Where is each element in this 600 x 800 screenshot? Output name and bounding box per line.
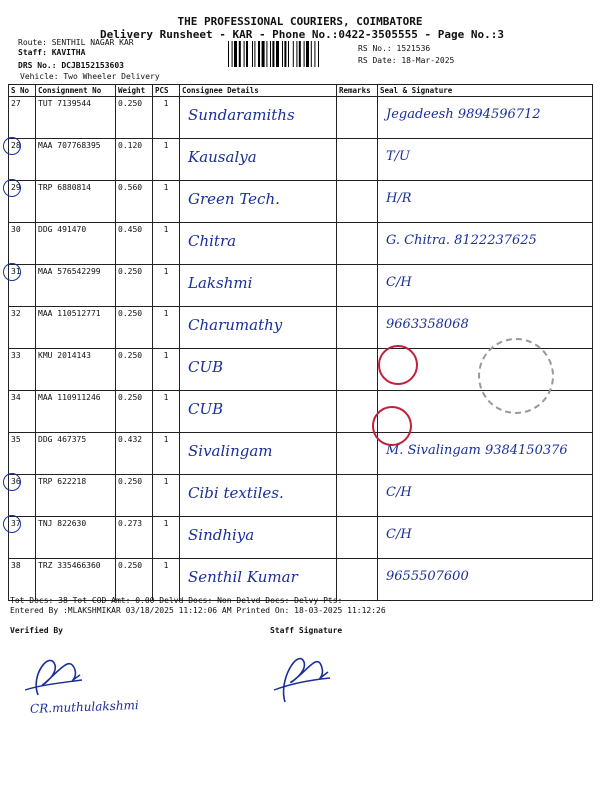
vehicle: Vehicle: Two Wheeler Delivery	[20, 72, 160, 81]
cell-seal	[378, 223, 593, 265]
serial-number: 27	[11, 99, 21, 108]
serial-number: 31	[11, 267, 21, 276]
cell-pcs: 1	[153, 181, 180, 223]
totals-line: Tot Docs: 38 Tot COD Amt: 0.00 Delvd Docs: Non Delvd Docs: Delvy Pts:	[10, 596, 343, 605]
cell-seal	[378, 475, 593, 517]
cell-consignment: DDG 491470	[36, 223, 116, 265]
cell-sno	[9, 265, 36, 307]
cell-consignee	[180, 139, 337, 181]
seal-signature: Jegadeesh 9894596712	[386, 107, 541, 122]
seal-signature: C/H	[386, 275, 412, 290]
cell-remarks	[337, 559, 378, 601]
cell-pcs: 1	[153, 223, 180, 265]
cell-consignment: DDG 467375	[36, 433, 116, 475]
cell-seal	[378, 97, 593, 139]
circle-mark	[3, 263, 21, 281]
cell-consignee	[180, 391, 337, 433]
staff-signature	[270, 640, 340, 710]
cell-sno	[9, 475, 36, 517]
consignee-name: Cibi textiles.	[188, 484, 284, 502]
red-stamp	[372, 406, 412, 446]
table-row	[9, 517, 593, 559]
cell-consignee	[180, 517, 337, 559]
cell-consignment: TRP 6880814	[36, 181, 116, 223]
seal-signature: 9655507600	[386, 569, 469, 584]
cell-consignee	[180, 265, 337, 307]
cell-weight: 0.250	[116, 349, 153, 391]
cell-remarks	[337, 223, 378, 265]
cell-sno	[9, 181, 36, 223]
consignee-name: Kausalya	[188, 148, 257, 166]
cell-weight: 0.432	[116, 433, 153, 475]
seal-signature: C/H	[386, 527, 412, 542]
rs-date: RS Date: 18-Mar-2025	[358, 56, 455, 65]
cell-consignment: MAA 110911246	[36, 391, 116, 433]
cell-sno	[9, 139, 36, 181]
serial-number: 38	[11, 561, 21, 570]
seal-signature: M. Sivalingam 9384150376	[386, 443, 568, 458]
cell-consignee	[180, 97, 337, 139]
barcode-bar	[244, 41, 245, 67]
cell-weight: 0.250	[116, 391, 153, 433]
barcode-bar	[311, 41, 312, 67]
cell-seal	[378, 181, 593, 223]
circle-mark	[3, 473, 21, 491]
grey-stamp	[478, 338, 554, 414]
table-row	[9, 433, 593, 475]
col-pcs: PCS	[153, 85, 180, 97]
cell-sno	[9, 433, 36, 475]
serial-number: 30	[11, 225, 21, 234]
cell-sno	[9, 307, 36, 349]
seal-signature: G. Chitra. 8122237625	[386, 233, 537, 248]
cell-consignment: TRZ 335466360	[36, 559, 116, 601]
cell-sno	[9, 391, 36, 433]
cell-remarks	[337, 139, 378, 181]
serial-number: 36	[11, 477, 21, 486]
consignee-name: Green Tech.	[188, 190, 280, 208]
table-row	[9, 265, 593, 307]
barcode	[228, 41, 352, 67]
cell-weight: 0.250	[116, 97, 153, 139]
cell-sno	[9, 517, 36, 559]
cell-consignment: MAA 576542299	[36, 265, 116, 307]
serial-number: 33	[11, 351, 21, 360]
cell-consignment: MAA 110512771	[36, 307, 116, 349]
barcode-bar	[270, 41, 271, 67]
barcode-bar	[239, 41, 241, 67]
serial-number: 32	[11, 309, 21, 318]
barcode-bar	[276, 41, 279, 67]
cell-pcs: 1	[153, 307, 180, 349]
cell-seal	[378, 265, 593, 307]
barcode-bar	[272, 41, 274, 67]
cell-pcs: 1	[153, 559, 180, 601]
barcode-bar	[282, 41, 283, 67]
cell-pcs: 1	[153, 349, 180, 391]
serial-number: 34	[11, 393, 21, 402]
circle-mark	[3, 137, 21, 155]
cell-weight: 0.120	[116, 139, 153, 181]
cell-sno	[9, 97, 36, 139]
barcode-bar	[232, 41, 233, 67]
drs-number: DRS No.: DCJB152153603	[18, 61, 124, 70]
circle-mark	[3, 515, 21, 533]
serial-number: 37	[11, 519, 21, 528]
table-row	[9, 181, 593, 223]
barcode-bar	[318, 41, 319, 67]
verified-by-label: Verified By	[10, 626, 63, 635]
route: Route: SENTHIL NAGAR KAR	[18, 38, 134, 47]
col-remarks: Remarks	[337, 85, 378, 97]
cell-remarks	[337, 265, 378, 307]
cell-pcs: 1	[153, 475, 180, 517]
barcode-bar	[296, 41, 297, 67]
col-seal: Seal & Signature	[378, 85, 593, 97]
cell-pcs: 1	[153, 139, 180, 181]
consignee-name: CUB	[188, 358, 224, 376]
barcode-bar	[304, 41, 305, 67]
consignee-name: Chitra	[188, 232, 237, 250]
barcode-bar	[246, 41, 248, 67]
runsheet-title: Delivery Runsheet - KAR - Phone No.:0422-3505555 - Page No.:3	[100, 28, 504, 41]
cell-consignment: TNJ 822630	[36, 517, 116, 559]
barcode-bar	[314, 41, 315, 67]
cell-consignment: MAA 707768395	[36, 139, 116, 181]
barcode-bar	[228, 41, 229, 67]
table-row	[9, 139, 593, 181]
cell-weight: 0.250	[116, 475, 153, 517]
consignee-name: Sindhiya	[188, 526, 255, 544]
consignee-name: Sivalingam	[188, 442, 273, 460]
cell-pcs: 1	[153, 97, 180, 139]
consignee-name: Charumathy	[188, 316, 283, 334]
barcode-bar	[288, 41, 289, 67]
barcode-bar	[293, 41, 294, 67]
cell-seal	[378, 433, 593, 475]
cell-seal	[378, 517, 593, 559]
cell-seal	[378, 139, 593, 181]
seal-signature: C/H	[386, 485, 412, 500]
table-row	[9, 223, 593, 265]
cell-consignee	[180, 349, 337, 391]
circle-mark	[3, 179, 21, 197]
cell-sno	[9, 349, 36, 391]
cell-consignment: KMU 2014143	[36, 349, 116, 391]
cell-consignee	[180, 475, 337, 517]
barcode-bar	[306, 41, 309, 67]
cell-pcs: 1	[153, 391, 180, 433]
barcode-bar	[266, 41, 267, 67]
cell-weight: 0.250	[116, 307, 153, 349]
barcode-bar	[254, 41, 255, 67]
cell-weight: 0.250	[116, 265, 153, 307]
barcode-bar	[234, 41, 237, 67]
seal-signature: T/U	[386, 149, 411, 164]
serial-number: 29	[11, 183, 21, 192]
cell-remarks	[337, 475, 378, 517]
table-row	[9, 559, 593, 601]
cell-weight: 0.450	[116, 223, 153, 265]
consignee-name: Senthil Kumar	[188, 568, 298, 586]
cell-sno	[9, 559, 36, 601]
cell-seal	[378, 559, 593, 601]
verifier-name: CR.muthulakshmi	[29, 698, 140, 716]
cell-consignee	[180, 307, 337, 349]
consignee-name: Lakshmi	[188, 274, 253, 292]
serial-number: 28	[11, 141, 21, 150]
seal-signature: 9663358068	[386, 317, 469, 332]
cell-remarks	[337, 181, 378, 223]
cell-consignee	[180, 559, 337, 601]
cell-pcs: 1	[153, 265, 180, 307]
staff: Staff: KAVITHA	[18, 48, 86, 57]
table-header-row	[9, 85, 593, 97]
company-title: THE PROFESSIONAL COURIERS, COIMBATORE	[177, 15, 423, 28]
cell-pcs: 1	[153, 433, 180, 475]
consignee-name: Sundaramiths	[188, 106, 295, 124]
seal-signature: H/R	[386, 191, 412, 206]
col-consignment: Consignment No	[36, 85, 116, 97]
cell-seal	[378, 307, 593, 349]
cell-remarks	[337, 307, 378, 349]
col-sno: S No	[9, 85, 36, 97]
cell-consignee	[180, 433, 337, 475]
cell-weight: 0.273	[116, 517, 153, 559]
rs-number: RS No.: 1521536	[358, 44, 431, 53]
consignee-name: CUB	[188, 400, 224, 418]
verifier-signature	[20, 645, 90, 705]
col-consignee: Consignee Details	[180, 85, 337, 97]
barcode-bar	[299, 41, 301, 67]
barcode-bar	[258, 41, 260, 67]
cell-remarks	[337, 433, 378, 475]
cell-remarks	[337, 517, 378, 559]
cell-remarks	[337, 97, 378, 139]
cell-consignee	[180, 223, 337, 265]
table-row	[9, 475, 593, 517]
barcode-bar	[262, 41, 265, 67]
col-weight: Weight	[116, 85, 153, 97]
barcode-bar	[284, 41, 286, 67]
cell-weight: 0.560	[116, 181, 153, 223]
cell-pcs: 1	[153, 517, 180, 559]
cell-weight: 0.250	[116, 559, 153, 601]
cell-remarks	[337, 349, 378, 391]
cell-consignment: TRP 622218	[36, 475, 116, 517]
staff-signature-label: Staff Signature	[270, 626, 343, 635]
barcode-bar	[252, 41, 253, 67]
entered-line: Entered By :MLAKSHMIKAR 03/18/2025 11:12:06 AM Printed On: 18-03-2025 11:12:26	[10, 606, 386, 615]
serial-number: 35	[11, 435, 21, 444]
cell-sno	[9, 223, 36, 265]
table-row	[9, 97, 593, 139]
red-stamp	[378, 345, 418, 385]
cell-consignee	[180, 181, 337, 223]
cell-consignment: TUT 7139544	[36, 97, 116, 139]
